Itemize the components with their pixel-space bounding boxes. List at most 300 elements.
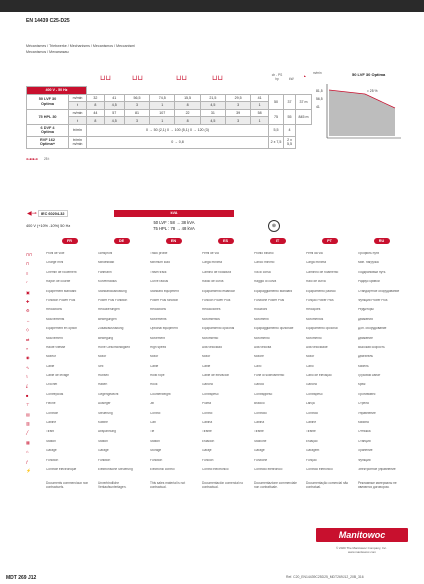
language-term: Câble de levage	[46, 374, 70, 378]
power-standard-badge	[27, 210, 68, 217]
language-term: Крюк	[358, 383, 366, 387]
language-term: Function	[150, 458, 163, 462]
language-term: Кабель	[358, 364, 369, 368]
hoist-1-name2: Optima	[40, 101, 55, 106]
legal-note: This sales material is not contractual.	[150, 481, 186, 489]
language-term: Power Plus function	[150, 298, 179, 302]
language-term: Стандартное оборудование	[358, 289, 400, 293]
travel-label: 25 t	[44, 157, 50, 161]
language-term: Movements	[150, 317, 167, 321]
doc-title: EN 14439 C25-D25	[26, 18, 70, 24]
language-term: Motor	[306, 355, 315, 359]
motor-icon: ⊛	[268, 220, 280, 232]
language-term: Movimentos	[306, 317, 324, 321]
legal-note: Documentazione commerciale non contrattuale.	[254, 481, 297, 489]
language-column	[254, 238, 301, 477]
language-term: Lança	[306, 402, 315, 406]
language-term: Tirante	[254, 430, 264, 434]
legal-note: Unverbindliche Verkaufsunterlagen.	[98, 481, 127, 489]
language-term: Réductions	[46, 308, 62, 312]
unit: t	[69, 117, 87, 125]
row-icons-column	[26, 252, 46, 477]
table-cell: 4,5	[104, 102, 124, 110]
language-term: Função Power Plus	[306, 298, 334, 302]
plug-icon: ◀⊸	[27, 211, 37, 217]
language-term: Counterweight	[150, 392, 171, 396]
language-term: Steuerung	[98, 411, 113, 415]
language-term: Fonction Power Plus	[46, 298, 76, 302]
language-term: Contrepoids	[46, 392, 64, 396]
language-term: Fahrbahn	[98, 270, 112, 274]
language-term: Seil	[98, 364, 104, 368]
brand-logo	[316, 528, 408, 542]
language-grid	[46, 238, 405, 477]
language-term: Garaje	[202, 449, 212, 453]
language-term: Contrapeso	[202, 392, 219, 396]
trolley-name: RVF 162	[40, 138, 55, 143]
table-cell: 41	[104, 94, 124, 102]
language-term: Движение	[358, 336, 373, 340]
language-term: Equipamento opcional	[306, 327, 338, 331]
load-icon: ⊓	[26, 261, 30, 267]
language-term: Movement	[150, 336, 165, 340]
language-term: Кабина	[358, 421, 369, 425]
language-badge: ES	[218, 238, 234, 244]
col-cv	[270, 74, 284, 82]
table-cell: 74,5	[150, 94, 175, 102]
language-term: Standard equipment	[150, 289, 179, 293]
language-term: Профиль пути	[358, 252, 380, 255]
language-column	[98, 238, 145, 477]
language-term: Tirante	[306, 430, 316, 434]
hoist-low-icon-2: ⊔⊔	[212, 75, 223, 82]
language-term: Control	[150, 411, 161, 415]
chart-tick-label: 81,5	[316, 89, 323, 93]
language-term: Hubseil	[98, 374, 109, 378]
table-cell: 4	[284, 124, 296, 136]
language-term: Cabine	[46, 421, 57, 425]
language-term: Station	[150, 439, 160, 443]
language-term: Control	[202, 411, 213, 415]
language-term: Profil de voie	[46, 252, 65, 255]
function-icon: ƒ	[26, 458, 29, 464]
table-cell: 8	[87, 117, 105, 125]
garage-icon: ⌂	[26, 449, 29, 455]
language-term: Cable	[150, 364, 159, 368]
table-cell: 31	[200, 109, 225, 117]
language-term: Kabine	[98, 421, 108, 425]
language-term: Hoist rope	[150, 374, 165, 378]
control-icon: ▤	[26, 411, 30, 417]
table-cell: 15,5	[175, 94, 200, 102]
language-term: Gancho	[306, 383, 318, 387]
language-term: Cab	[150, 421, 156, 425]
chart-annotation: ≈ 25 %	[367, 89, 378, 93]
language-term: Alta velocità	[254, 345, 272, 349]
language-term: Tirant	[46, 430, 55, 434]
power-label: 400 V - 50 Hz	[27, 87, 87, 95]
language-term: Perfil da via	[306, 252, 323, 255]
language-term: Оттяжка	[358, 430, 371, 434]
language-term: Optional equipment	[150, 327, 178, 331]
language-term: Radio de curva	[202, 280, 224, 284]
hoist-row-2-speed	[27, 109, 312, 117]
move-icon: ⇄	[26, 336, 30, 342]
chart-tick-label: 56,5	[316, 97, 323, 101]
track-icon: ⊓⊓	[26, 252, 33, 257]
legal-note: Documentação comercial não contratual.	[306, 481, 349, 489]
table-cell: 21,5	[200, 94, 225, 102]
table-cell: 3	[124, 102, 149, 110]
language-term: Cable de elevación	[202, 374, 230, 378]
language-term: Carga mínima	[306, 261, 327, 265]
language-term: Reductions	[150, 308, 166, 312]
language-term: Подкрановый путь	[358, 270, 386, 274]
mechanisms-heading-2: Mecanismos / Механизмы	[26, 50, 69, 54]
language-term: Función Power Plus	[202, 298, 231, 302]
language-term: Power Plus Funktion	[98, 298, 128, 302]
language-term: Elektronische Steuerung	[98, 467, 133, 471]
language-term: Braccio	[254, 402, 265, 406]
speed-chart	[315, 80, 405, 142]
language-term: Garage	[98, 449, 109, 453]
table-cell: 50	[269, 94, 284, 109]
language-term: Motor	[202, 355, 211, 359]
language-term: Via di corsa	[254, 270, 271, 274]
header-bar	[0, 0, 424, 12]
language-term: Gancho	[202, 383, 214, 387]
language-term: Standardausrüstung	[98, 289, 127, 293]
language-term: Équipement en option	[46, 327, 78, 331]
language-term: Movimientos	[202, 317, 220, 321]
legal-notes	[46, 482, 406, 490]
language-term: Стрела	[358, 402, 369, 406]
language-term: Движения	[358, 317, 373, 321]
table-cell: 37	[284, 94, 296, 109]
language-term: Moteur	[46, 355, 56, 359]
table-cell: 56,5	[124, 94, 149, 102]
brand-name: Manitowoc	[338, 530, 386, 540]
table-cell: 41	[251, 94, 269, 102]
counterweight-icon: ■	[26, 392, 29, 398]
language-term: Profilo binario	[254, 252, 274, 255]
unit: m/min	[72, 142, 83, 147]
hoist-speed-icon-2: ⊔⊔	[132, 75, 143, 82]
table-cell: 75	[269, 109, 284, 124]
language-term: Cavo	[254, 364, 262, 368]
language-term: Mindestlast	[98, 261, 115, 265]
table-cell: 1	[251, 117, 269, 125]
language-term: Control electrónico	[202, 467, 229, 471]
language-term: Estación	[202, 439, 215, 443]
language-term: Carico minimo	[254, 261, 275, 265]
legal-note: Рекламные материалы не являются договором.	[358, 481, 397, 489]
language-term: Мин. нагрузка	[358, 261, 379, 265]
language-term: Грузовой канат	[358, 374, 381, 378]
travel-icon: ⊶⊷	[26, 157, 38, 163]
mechanism-icons-row	[86, 74, 266, 84]
language-term: Mouvement	[46, 336, 63, 340]
power-lines	[114, 220, 234, 232]
language-term: Pluma	[202, 402, 212, 406]
chart-title: 50 LVF 30 Optima	[352, 72, 386, 77]
language-term: Alta velocidad	[202, 345, 222, 349]
language-term: Alta velocidade	[306, 345, 328, 349]
language-column	[46, 238, 93, 477]
language-term: Haute vitesse	[46, 345, 66, 349]
radius-icon: ◜	[26, 280, 28, 286]
jib-icon: ⊤	[26, 402, 30, 408]
legal-note: Documents commerciaux non contractuels.	[46, 481, 89, 489]
reduction-icon: ⚙	[26, 308, 30, 314]
language-term: Gleisprofil	[98, 252, 113, 255]
unit: tr/min	[69, 124, 87, 136]
language-term: Movimiento	[202, 336, 219, 340]
language-term: Equipamiento opcional	[202, 327, 235, 331]
power-standard: IEC 60204-32	[41, 212, 65, 216]
language-term: Reduzierungen	[98, 308, 120, 312]
language-column	[150, 238, 197, 477]
language-term: Contrôle électronique	[46, 467, 77, 471]
station-icon: ▦	[26, 439, 30, 445]
table-cell: 8	[175, 117, 200, 125]
language-term: Kurvenradius	[98, 280, 117, 284]
language-term: Cabo	[306, 364, 314, 368]
language-term: Противовес	[358, 392, 376, 396]
language-term: Carga mínima	[202, 261, 223, 265]
language-column	[202, 238, 249, 477]
hoist-low-icon: ⊔⊔	[176, 75, 187, 82]
table-cell: 57	[104, 109, 124, 117]
table-cell: 81	[124, 109, 149, 117]
movement-icon: ↔	[26, 317, 30, 323]
language-badge: EN	[166, 238, 182, 244]
equipment-icon: ▣	[26, 289, 30, 295]
hoist-1-name: 50 LVF 30	[38, 97, 57, 102]
language-term: Equipaggiamento standard	[254, 289, 293, 293]
table-cell: 55	[284, 109, 296, 124]
language-term: Contrapeso	[306, 392, 323, 396]
language-badge: FR	[62, 238, 78, 244]
language-term: Garage	[254, 449, 265, 453]
table-cell: 22	[175, 109, 200, 117]
power-plus-icon: ✚	[26, 298, 30, 304]
language-term: Contrôle	[46, 411, 59, 415]
language-term: Bewegung	[98, 336, 114, 340]
website: www.manitowoc.com	[348, 550, 377, 554]
unit: m/min	[69, 109, 87, 117]
table-cell: 4,5	[200, 102, 225, 110]
language-term: Ausleger	[98, 402, 111, 406]
table-cell: 2 x 7,5	[269, 136, 284, 148]
table-cell: 4,5	[104, 117, 124, 125]
language-term: Motor	[150, 355, 159, 359]
slew-name2: Optima	[40, 130, 55, 135]
language-term: Station	[98, 439, 108, 443]
language-column	[306, 238, 353, 477]
language-term: Tirante	[202, 430, 212, 434]
speed-icon: »	[26, 345, 29, 351]
language-term: Funzione Power Plus	[254, 298, 285, 302]
hoist-speed-icon: ⊔⊔	[100, 75, 111, 82]
language-term: Редукторы	[358, 308, 374, 312]
table-cell: 39	[225, 109, 250, 117]
table-cell: 29,5	[225, 94, 250, 102]
language-term: Haken	[98, 383, 108, 387]
language-badge: PT	[322, 238, 338, 244]
language-term: Chemin de roulement	[46, 270, 77, 274]
unit: tr/min	[73, 138, 82, 143]
language-term: Mouvements	[46, 317, 65, 321]
slew-value: 0 → 50 (2,1) 0 → 100 (5,1) 0 → 120 (3)	[87, 124, 269, 136]
language-term: Función	[202, 458, 214, 462]
language-term: Contrappeso	[254, 392, 273, 396]
power-line-2: 75 HPL : 78 → 48 kVA	[153, 226, 195, 231]
table-cell: 3	[225, 117, 250, 125]
trolley-value: 0 → 0,8	[87, 136, 269, 148]
language-term: Stazione	[254, 439, 267, 443]
rail-icon: ≡	[26, 270, 29, 276]
doc-code: MDT 269 J12	[6, 575, 37, 581]
language-badge: IT	[270, 238, 286, 244]
language-term: Bewegungen	[98, 317, 117, 321]
hook-icon: ʆ	[26, 383, 28, 389]
language-term: Movimenti	[254, 317, 269, 321]
table-cell: 37 m	[296, 94, 312, 109]
language-term: Функция	[358, 458, 371, 462]
language-term: Высокая скорость	[358, 345, 385, 349]
kva-header: kVA	[114, 210, 234, 217]
table-cell: 1	[150, 102, 175, 110]
language-term: Flèche	[46, 402, 56, 406]
language-term: Доп. оборудование	[358, 327, 387, 331]
cab-icon: ▥	[26, 421, 30, 427]
language-term: Equipamento padrão	[306, 289, 336, 293]
table-cell: 3	[225, 102, 250, 110]
language-term: Raggio di curva	[254, 280, 277, 284]
chart-tick-label: 41	[316, 105, 320, 109]
slew-row	[27, 124, 312, 136]
col-cv-line2: hp	[275, 76, 279, 81]
language-term: Хранение	[358, 449, 373, 453]
language-term: Crochet	[46, 383, 58, 387]
language-term: Controllo elettronico	[254, 467, 283, 471]
language-term: Gegengewicht	[98, 392, 119, 396]
table-cell: 44	[87, 109, 105, 117]
table-cell: 8	[175, 102, 200, 110]
language-term: Raio de curva	[306, 280, 326, 284]
hoist-row-1-speed	[27, 94, 312, 102]
language-term: Двигатель	[358, 355, 374, 359]
language-term: Funktion	[98, 458, 111, 462]
mechanisms-heading-1: Mécanismes / Triebwerke / Mechanisms / Mecanismos / Meccanismi	[26, 44, 136, 48]
chart-area	[329, 90, 395, 136]
slew-name: 6 DVF 4	[40, 126, 55, 131]
table-cell: 58	[251, 109, 269, 117]
language-term: Perfil de vía	[202, 252, 219, 255]
hoist-2-name2: 30	[52, 114, 57, 119]
language-term: Zusatzausrüstung	[98, 327, 124, 331]
language-term: Travel track	[150, 270, 167, 274]
language-term: Movimento	[306, 336, 322, 340]
language-term: Reduções	[306, 308, 321, 312]
language-term: Hook	[150, 383, 158, 387]
language-term: Jib	[150, 402, 155, 406]
language-term: Câble	[46, 364, 55, 368]
footer-ref: Ref. C20_EN14439C25D25_MDT269J12_20B_316	[286, 575, 364, 579]
table-cell: 32	[87, 94, 105, 102]
language-term: Caminho de rolamento	[306, 270, 339, 274]
trolley-name2: Optima+	[39, 142, 56, 147]
language-term: Motor	[98, 355, 107, 359]
copyright: © 2020 The Manitowoc Company, Inc.	[336, 546, 387, 550]
power-icon: ◔	[302, 74, 307, 81]
language-term: Функция Power Plus	[358, 298, 388, 302]
language-term: Funzione	[254, 458, 268, 462]
language-term: High speed	[150, 345, 167, 349]
table-cell: 8	[87, 102, 105, 110]
language-term: Controlo	[306, 411, 319, 415]
trolley-row	[27, 136, 312, 148]
language-term: Fune di sollevamento	[254, 374, 285, 378]
col-kw: kW	[289, 77, 294, 81]
table-cell: 2 x 5,5	[284, 136, 296, 148]
option-icon: ◇	[26, 327, 30, 333]
motor-small-icon: ◉	[26, 355, 30, 361]
language-badge: RU	[374, 238, 390, 244]
language-term: Équipement standard	[46, 289, 77, 293]
language-term: Cable	[202, 364, 211, 368]
language-term: Cabina	[254, 421, 265, 425]
tie-icon: ╱	[26, 430, 29, 436]
language-term: Rayon de courbe	[46, 280, 71, 284]
language-term: Cabina	[202, 421, 213, 425]
unit: m/min	[69, 94, 87, 102]
table-cell: 4,5	[200, 117, 225, 125]
col-cv-line1: ch - PS	[271, 73, 283, 77]
language-term: Controlo eletrónico	[306, 467, 333, 471]
chart-ylabel: m/min	[313, 71, 322, 75]
language-term: Track profile	[150, 252, 168, 255]
language-term: Cabo de elevação	[306, 374, 332, 378]
language-term: Função	[306, 458, 317, 462]
electronic-icon: ⚡	[26, 467, 31, 473]
language-column	[358, 238, 405, 477]
language-term: Gancio	[254, 383, 265, 387]
language-term: Movimento	[254, 336, 270, 340]
language-term: Equipamiento estándar	[202, 289, 235, 293]
language-term: Станция	[358, 439, 371, 443]
table-cell: 1	[150, 117, 175, 125]
language-term: Электронное управление	[358, 467, 396, 471]
language-term: Hohe Geschwindigkeit	[98, 345, 130, 349]
table-cell: 845 m	[296, 109, 312, 124]
table-cell: 3	[124, 117, 149, 125]
table-cell: 107	[150, 109, 175, 117]
rope-icon: ⌇	[26, 374, 28, 380]
language-term: Радиус кривой	[358, 280, 380, 284]
language-term: Storage	[150, 449, 162, 453]
cable-icon: ∿	[26, 364, 30, 370]
language-term: Charge mini	[46, 261, 64, 265]
language-term: Motore	[254, 355, 264, 359]
hoist-2-name: 75 HPL	[38, 114, 52, 119]
language-term: Electronic control	[150, 467, 175, 471]
language-term: Reducciones	[202, 308, 221, 312]
language-term: Abspannung	[98, 430, 116, 434]
language-term: Estação	[306, 439, 318, 443]
language-term: Curve radius	[150, 280, 169, 284]
